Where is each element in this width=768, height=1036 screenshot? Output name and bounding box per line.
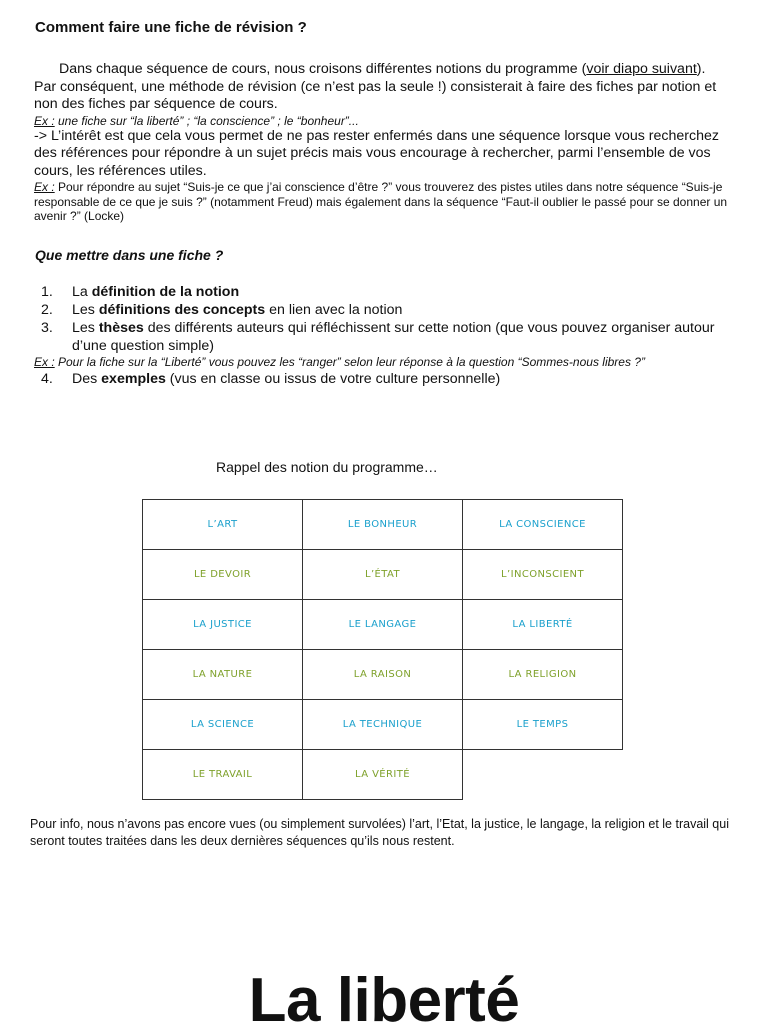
diapo-link[interactable]: voir diapo suivant [586,61,697,77]
table-row [143,750,623,800]
example-1-text: une fiche sur “la liberté” ; “la conscience” ; le “bonheur”... [54,113,359,128]
list-text: des différents auteurs qui réfléchissent sur cette notion (que vous pouvez organiser autour d’une question simple) [72,320,715,354]
list-text: La [72,284,92,300]
example-1 [34,114,739,128]
doc-title: Comment faire une fiche de révision ? [35,19,307,36]
table-row [143,600,623,650]
list-bold: définition de la notion [91,284,240,300]
list-item [34,319,739,355]
intro-section [34,61,739,224]
example-3 [34,355,739,370]
interest-paragraph: -> L’intérêt est que cela vous permet de ne pas rester enfermés dans une séquence lorsque vous recherchez des références pour répondre à un sujet précis mais vous encourage à rechercher, parmi l’ensemble de vos cours, les références utiles. [34,127,719,179]
notion-cell: LE TEMPS [463,700,623,750]
table-row [143,500,623,550]
notion-cell: LA LIBERTÉ [463,600,623,650]
empty-cell [463,750,623,800]
notion-cell: LA RAISON [303,650,463,700]
intro-paragraph [34,61,739,79]
section-subheading: Que mettre dans une fiche ? [35,247,224,263]
list-number: 1. [41,284,53,300]
recap-title: Rappel des notion du programme… [216,459,438,475]
notion-cell: LA TECHNIQUE [303,700,463,750]
table-row [143,550,623,600]
list-item [34,301,739,319]
notion-cell: LE DEVOIR [143,550,303,600]
intro-rest: Par conséquent, une méthode de révision (ce n’est pas la seule !) consisterait à faire des fiches par notion et non des fiches par séquence de cours. [34,78,717,112]
table-row [143,650,623,700]
list-number: 2. [41,302,53,318]
info-paragraph: Pour info, nous n’avons pas encore vues (ou simplement survolées) l’art, l’Etat, la justice, le langage, la religion et le travail qui seront toutes traitées dans les deux dernières séquences qu’ils nous restent. [30,817,729,848]
notion-cell: LE LANGAGE [303,600,463,650]
list-text: en lien avec la notion [265,302,403,318]
intro-text-1: Dans chaque séquence de cours, nous croisons différentes notions du programme ( [59,61,587,77]
notion-cell: LA RELIGION [463,650,623,700]
notion-cell: LA SCIENCE [143,700,303,750]
notion-cell: LE TRAVAIL [143,750,303,800]
list-bold: définitions des concepts [98,302,266,318]
list-number: 3. [41,320,53,336]
content-list [34,283,739,388]
notion-cell: L’INCONSCIENT [463,550,623,600]
list-item [34,370,739,388]
example-2 [34,180,739,224]
notion-cell: LE BONHEUR [303,500,463,550]
notion-cell: LA CONSCIENCE [463,500,623,550]
notions-table [142,499,623,800]
example-2-label: Ex : [34,180,55,194]
notion-cell: LA VÉRITÉ [303,750,463,800]
example-2-text: Pour répondre au sujet “Suis-je ce que j’ai conscience d’être ?” vous trouverez des pistes utiles dans notre séquence “Suis-je responsable de ce que je suis ?” (notamment Freud) mais également dans la séquence “Faut-il oublier le passé pour se donner un avenir ?” (Locke) [34,180,728,223]
example-3-text: Pour la fiche sur la “Liberté” vous pouvez les “ranger” selon leur réponse à la question “Sommes-nous libres ?” [54,355,645,369]
list-number: 4. [41,371,53,387]
example-3-label: Ex : [34,355,55,369]
notion-cell: L’ÉTAT [303,550,463,600]
list-text: Les [72,320,99,336]
list-text: Les [72,302,99,318]
notion-cell: LA JUSTICE [143,600,303,650]
list-bold: thèses [98,320,144,336]
table-row [143,700,623,750]
list-text: (vus en classe ou issus de votre culture personnelle) [165,371,501,387]
notion-cell: LA NATURE [143,650,303,700]
next-slide-title: La liberté [248,966,520,1035]
intro-text-2: ). [696,61,706,77]
list-text: Des [72,371,102,387]
list-bold: exemples [101,371,166,387]
example-1-label: Ex : [34,113,55,128]
list-item [34,283,739,301]
notion-cell: L’ART [143,500,303,550]
